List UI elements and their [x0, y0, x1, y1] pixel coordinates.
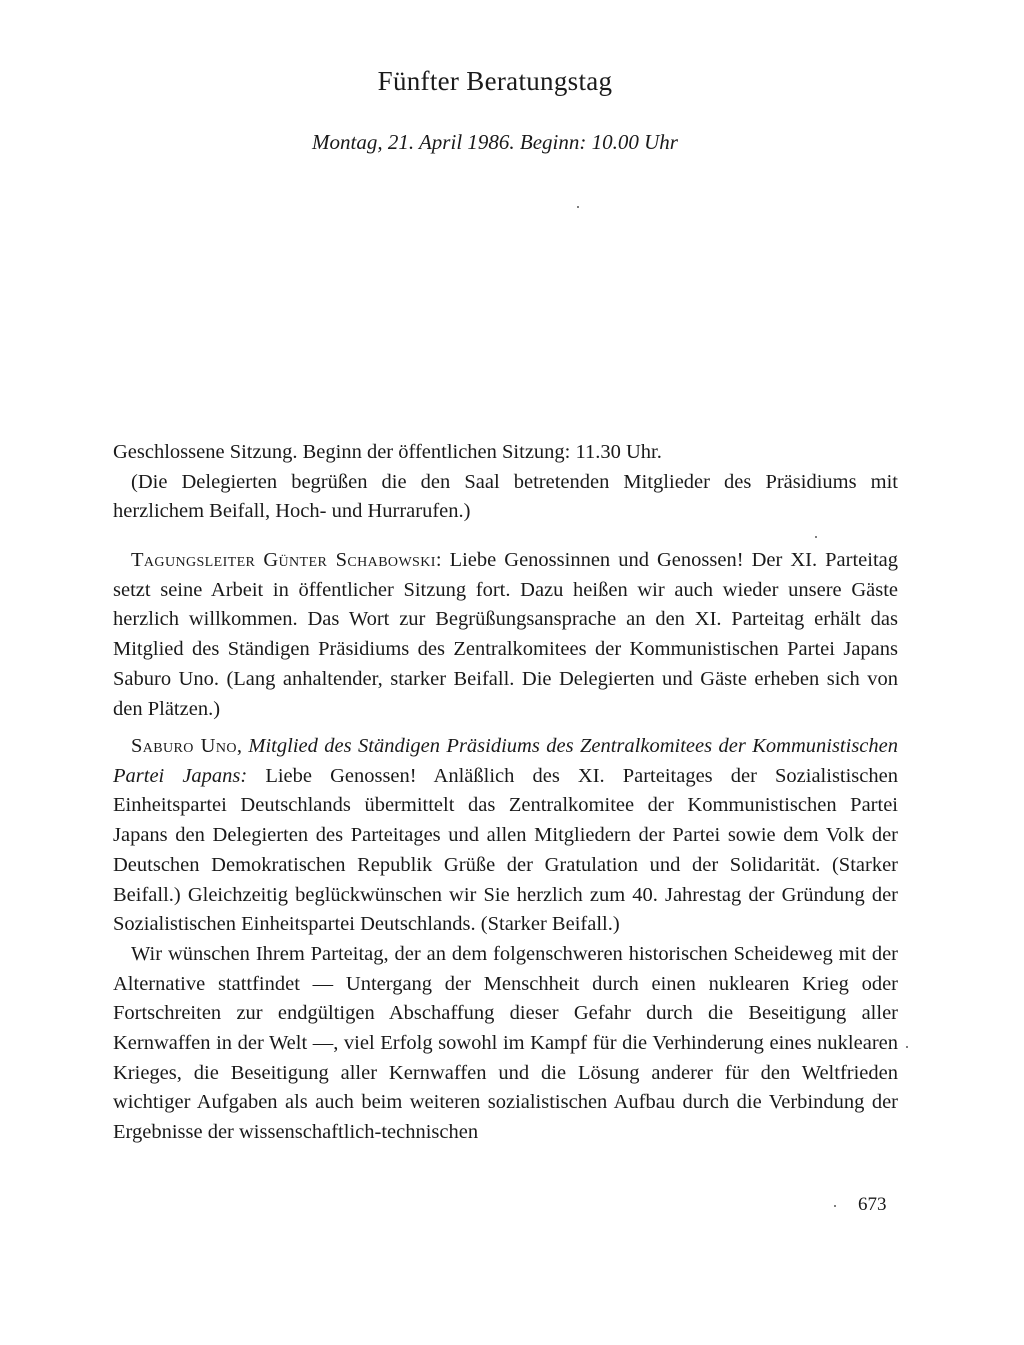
session-date-subtitle: Montag, 21. April 1986. Beginn: 10.00 Uhr: [312, 130, 678, 154]
scan-speck: [906, 1046, 908, 1048]
speech-paragraph-2: Wir wünschen Ihrem Parteitag, der an dem folgenschweren historischen Scheideweg mit der Alternative stattfindet — Untergang der Menschheit durch einen nuklearen Krieg oder Fortschreiten zur endgültigen Abschaffung dieser Gefahr durch die Beseitigung aller Kernwaffen in der Welt —, viel Erfolg sowohl im Kampf für die Verhinderung eines nuklearen Krieges, die Beseitigung aller Kernwaffen und die Lösung anderer für den Weltfrieden wichtiger Aufgaben als auch beim weiteren sozialistischen Aufbau durch die Verbindung der Ergebnisse der wissenschaftlich-technischen: [113, 942, 898, 1144]
speech-text: Liebe Genossen! Anläßlich des XI. Parteitages der Sozialistischen Einheitspartei Deutschlands übermittelt das Zentralkomitee der Kommunistischen Partei Japans den Delegierten des Parteitages und allen Mitgliedern der Partei sowie dem Volk der Deutschen Demokratischen Republik Grüße der Gratulation und der Solidarität. (Starker Beifall.) Gleichzeitig beglückwünschen wir Sie herzlich zum 40. Jahrestag der Gründung der Sozialistischen Einheitspartei Deutschlands. (Starker Beifall.): [113, 764, 898, 936]
session-opening-block: [113, 438, 898, 527]
speech-text: : Liebe Genossinnen und Genossen! Der XI. Parteitag setzt seine Arbeit in öffentlicher Sitzung fort. Dazu heißen wir auch wieder unsere Gäste herzlich willkommen. Das Wort zur Begrüßungsansprache an den XI. Parteitag erhält das Mitglied des Ständigen Präsidiums des Zentralkomitees der Kommunistischen Partei Japans Saburo Uno. (Lang anhaltender, starker Beifall. Die Delegierten und Gäste erheben sich von den Plätzen.): [113, 549, 899, 720]
speech-uno: [113, 732, 898, 1148]
page-title: Fünfter Beratungstag: [377, 66, 613, 96]
speech-schabowski: [113, 546, 898, 724]
page-number: 673: [858, 1194, 887, 1215]
session-opening-line: Geschlossene Sitzung. Beginn der öffentlichen Sitzung: 11.30 Uhr.: [113, 441, 662, 463]
speech-paragraph: Saburo Uno, Mitglied des Ständigen Präsidiums des Zentralkomitees der Kommunistischen Partei Japans: Liebe Genossen! Anläßlich des XI. Parteitages der Sozialistischen Einheitspartei Deutschlands übermittelt das Zentralkomitee der Kommunistischen Partei Japans den Delegierten des Parteitages und allen Mitgliedern der Partei sowie dem Volk der Deutschen Demokratischen Republik Grüße der Gratulation und der Solidarität. (Starker Beifall.) Gleichzeitig beglückwünschen wir Sie herzlich zum 40. Jahrestag der Gründung der Sozialistischen Einheitspartei Deutschlands. (Starker Beifall.): [113, 735, 899, 936]
speaker-title: Mitglied des Ständigen Präsidiums des Zentralkomitees der Kommunistischen Partei Japans:: [113, 735, 899, 787]
scan-speck: [577, 206, 579, 208]
speaker-name: Saburo Uno: [131, 735, 237, 757]
stage-direction: (Die Delegierten begrüßen die den Saal betretenden Mitglieder des Präsidiums mit herzlichem Beifall, Hoch- und Hurrarufen.): [113, 470, 898, 523]
scan-speck: [834, 1205, 836, 1207]
speaker-name: Günter Schabowski: [263, 549, 436, 571]
speaker-role: Tagungsleiter: [131, 549, 256, 571]
scan-speck: [815, 536, 817, 538]
speech-paragraph: [113, 546, 898, 724]
